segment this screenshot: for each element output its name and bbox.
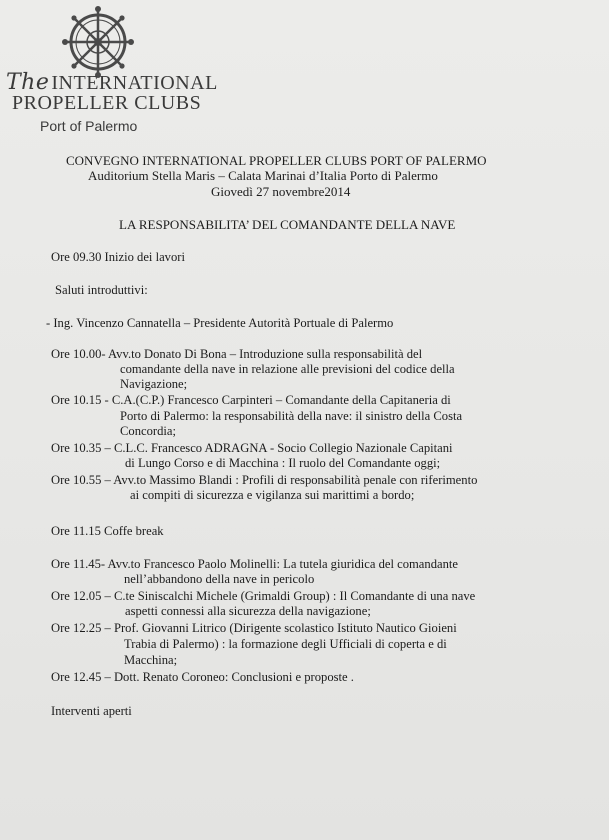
item-1000-line-3: Navigazione; xyxy=(120,377,188,391)
brand-port: Port of Palermo xyxy=(40,118,138,134)
item-1000-line-2: comandante della nave in relazione alle previsioni del codice della xyxy=(120,362,455,376)
item-1225-line-2: Trabia di Palermo) : la formazione degli Ufficiali di coperta e di xyxy=(124,637,447,651)
greetings-label: Saluti introduttivi: xyxy=(55,283,148,297)
item-1055-line-1: Ore 10.55 – Avv.to Massimo Blandi : Profili di responsabilità penale con riferimento xyxy=(51,473,478,487)
item-1015-line-3: Concordia; xyxy=(120,424,176,438)
item-1035-line-1: Ore 10.35 – C.L.C. Francesco ADRAGNA - Socio Collegio Nazionale Capitani xyxy=(51,441,453,455)
closing-note: Interventi aperti xyxy=(51,704,132,718)
program-start: Ore 09.30 Inizio dei lavori xyxy=(51,250,185,264)
document-title: LA RESPONSABILITA’ DEL COMANDANTE DELLA NAVE xyxy=(119,217,456,232)
item-1205-line-1: Ore 12.05 – C.te Siniscalchi Michele (Grimaldi Group) : Il Comandante di una nave xyxy=(51,589,476,603)
brand-international: INTERNATIONAL xyxy=(51,72,218,94)
item-1145-line-1: Ore 11.45- Avv.to Francesco Paolo Molinelli: La tutela giuridica del comandante xyxy=(51,557,458,571)
item-1225-line-3: Macchina; xyxy=(124,653,178,667)
greeting-item: - Ing. Vincenzo Cannatella – Presidente Autorità Portuale di Palermo xyxy=(46,316,394,330)
item-1055-line-2: ai compiti di sicurezza e vigilanza sui marittimi a bordo; xyxy=(130,488,415,502)
item-1205-line-2: aspetti connessi alla sicurezza della navigazione; xyxy=(125,604,371,618)
ship-wheel-logo-icon xyxy=(62,6,134,78)
header-line-2: Auditorium Stella Maris – Calata Marinai d’Italia Porto di Palermo xyxy=(88,168,438,183)
brand-the: The xyxy=(6,70,50,95)
item-1245: Ore 12.45 – Dott. Renato Coroneo: Conclusioni e proposte . xyxy=(51,670,354,684)
item-1015-line-2: Porto di Palermo: la responsabilità della nave: il sinistro della Costa xyxy=(120,409,463,423)
item-1225-line-1: Ore 12.25 – Prof. Giovanni Litrico (Dirigente scolastico Istituto Nautico Gioieni xyxy=(51,621,457,635)
item-1035-line-2: di Lungo Corso e di Macchina : Il ruolo del Comandante oggi; xyxy=(125,456,441,470)
item-1000-line-1: Ore 10.00- Avv.to Donato Di Bona – Introduzione sulla responsabilità del xyxy=(51,347,423,361)
header-line-3: Giovedì 27 novembre2014 xyxy=(211,184,351,199)
item-1145-line-2: nell’abbandono della nave in pericolo xyxy=(124,572,315,586)
brand-propeller-clubs: PROPELLER CLUBS xyxy=(12,92,202,114)
item-1015-line-1: Ore 10.15 - C.A.(C.P.) Francesco Carpinteri – Comandante della Capitaneria di xyxy=(51,393,451,407)
coffee-break: Ore 11.15 Coffe break xyxy=(51,524,164,538)
header-line-1: CONVEGNO INTERNATIONAL PROPELLER CLUBS PORT OF PALERMO xyxy=(66,153,487,168)
